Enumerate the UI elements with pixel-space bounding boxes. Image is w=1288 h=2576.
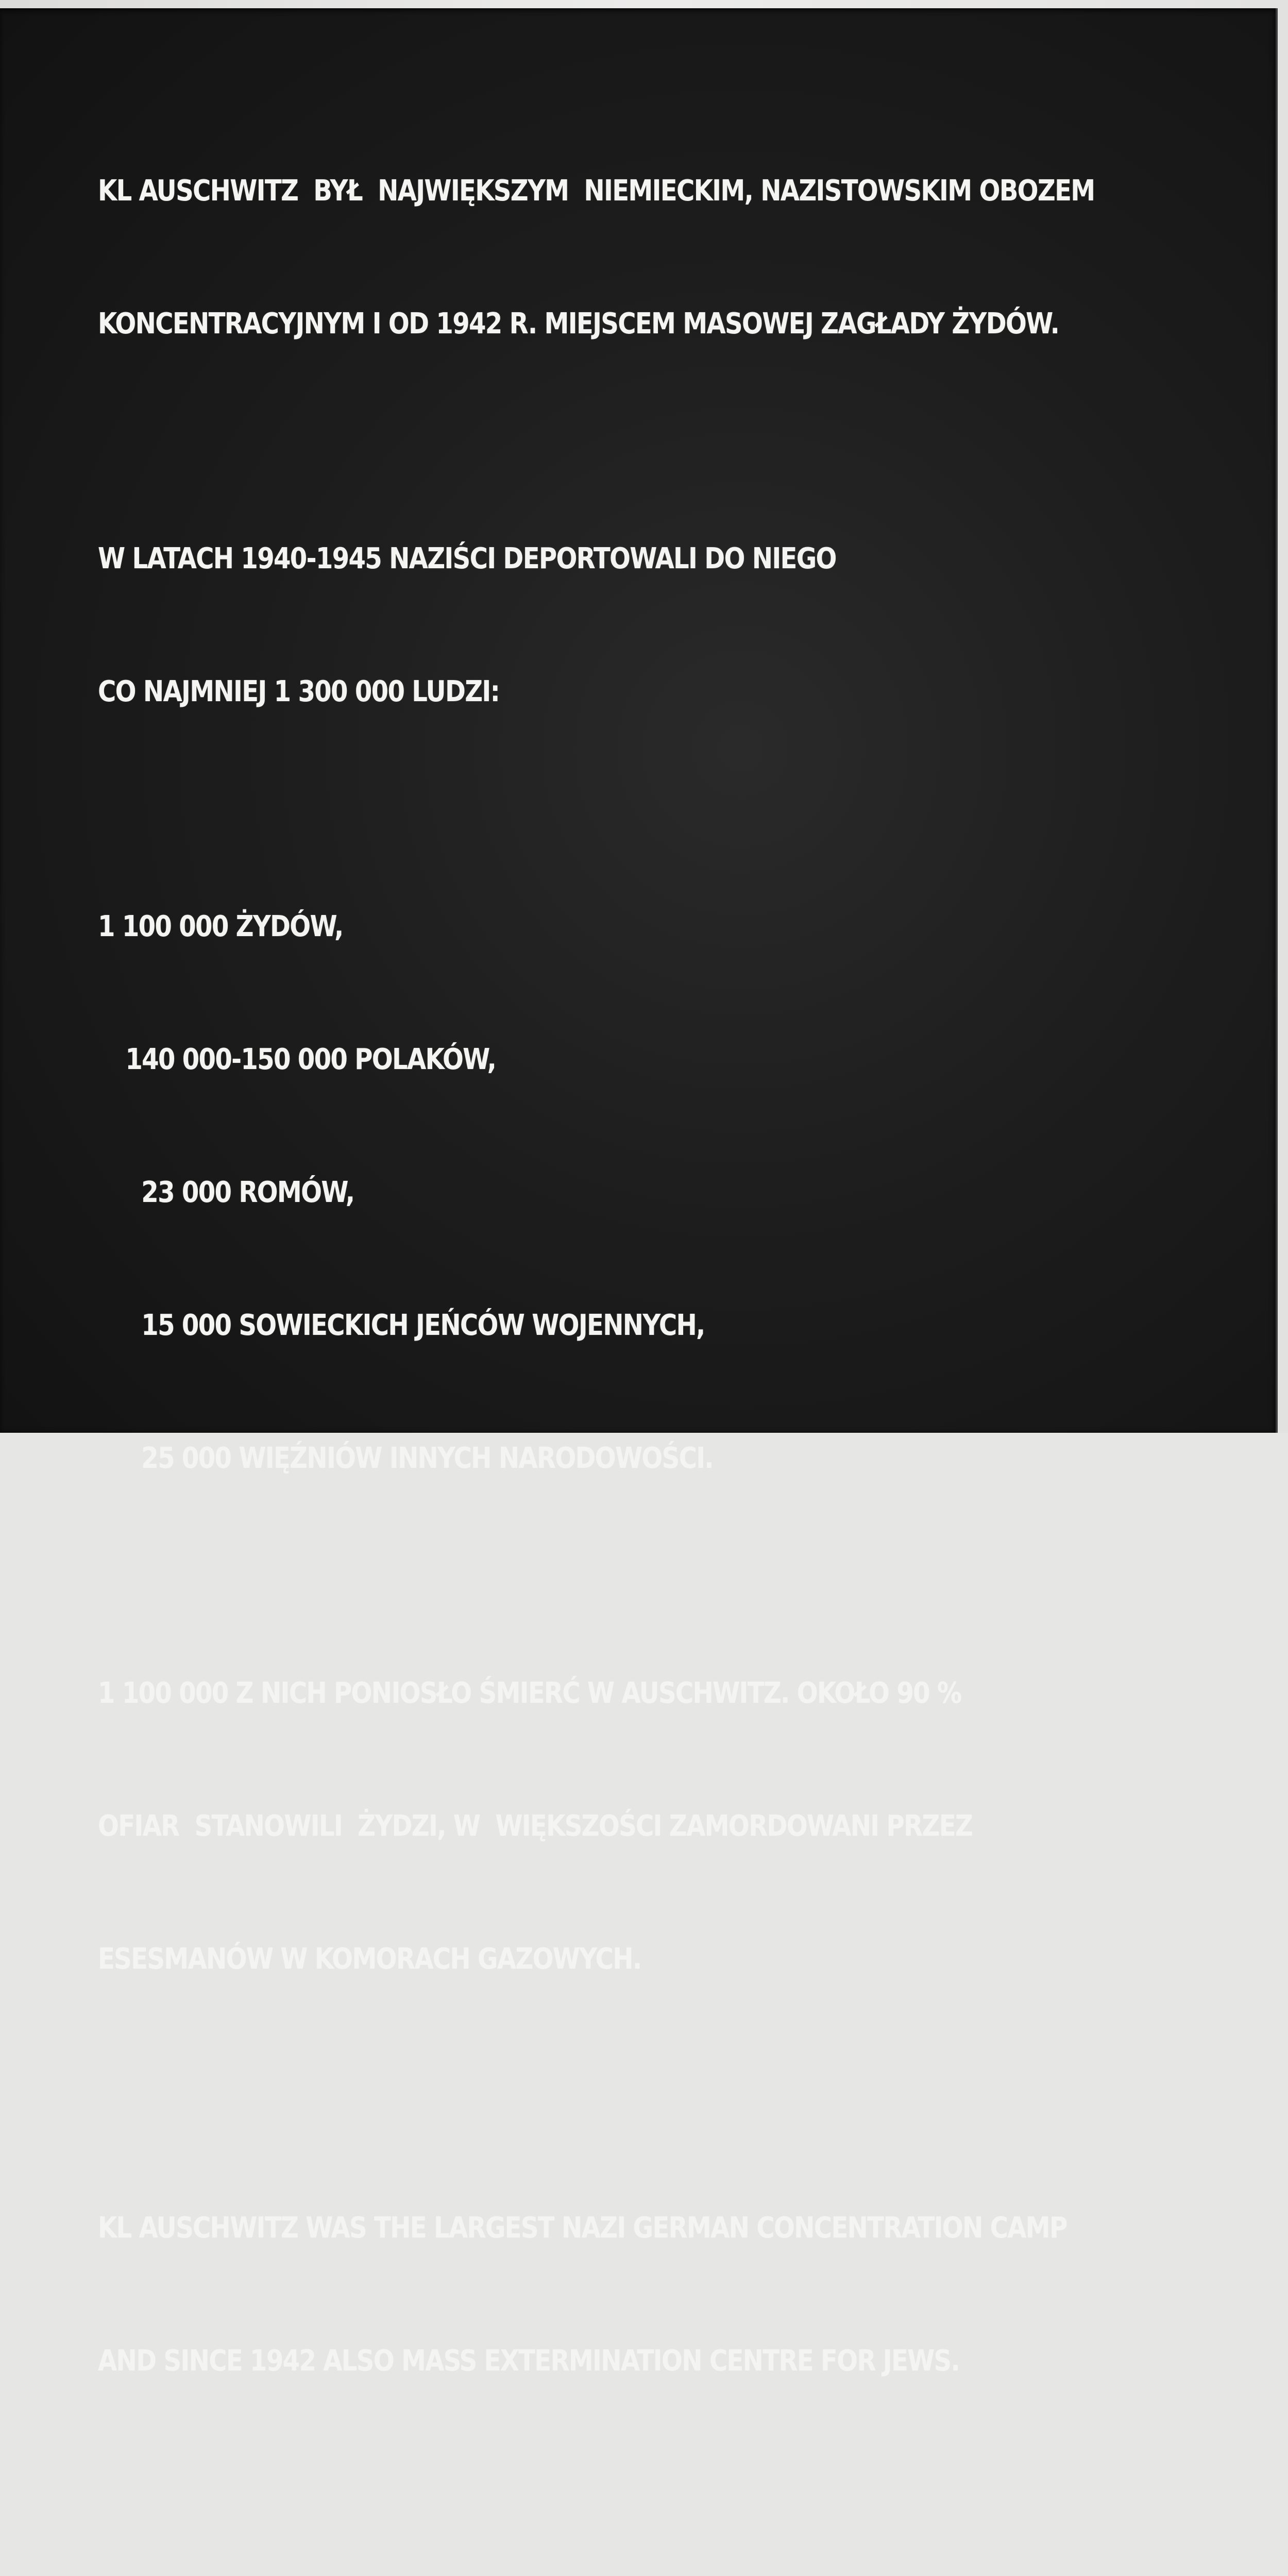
plaque-text [98, 80, 1095, 2576]
polish-intro [98, 80, 1095, 435]
english-deported-line [98, 2574, 1064, 2576]
polish-group-item: 140 000-150 000 POLAKÓW, [125, 1043, 496, 1076]
polish-group-item: 25 000 WIĘŹNIÓW INNYCH NARODOWOŚCI. [141, 1442, 714, 1475]
polish-group-item: 1 100 000 ŻYDÓW, [98, 910, 343, 943]
polish-deported-line: CO NAJMNIEJ 1 300 000 LUDZI: [98, 675, 500, 708]
polish-deaths-line: ESESMANÓW W KOMORACH GAZOWYCH. [98, 1942, 641, 1976]
english-intro-line: KL AUSCHWITZ WAS THE LARGEST NAZI GERMAN CONCENTRATION CAMP [98, 2211, 1067, 2245]
english-intro-line: AND SINCE 1942 ALSO MASS EXTERMINATION CENTRE FOR JEWS. [98, 2344, 960, 2378]
polish-groups [98, 816, 1064, 1569]
english-intro [98, 2117, 1067, 2472]
polish-deported [98, 448, 1064, 803]
polish-intro-line: KL AUSCHWITZ BYŁ NAJWIĘKSZYM NIEMIECKIM, NAZISTOWSKIM OBOZEM [98, 174, 1095, 208]
memorial-plaque [0, 8, 1278, 2378]
polish-intro-line: KONCENTRACYJNYM I OD 1942 R. MIEJSCEM MASOWEJ ZAGŁADY ŻYDÓW. [98, 307, 1059, 341]
polish-deaths [98, 1583, 1064, 2070]
polish-deaths-line: 1 100 000 Z NICH PONIOSŁO ŚMIERĆ W AUSCHWITZ. OKOŁO 90 % [98, 1676, 961, 1710]
plaque-edge [1276, 8, 1278, 1433]
polish-group-item: 23 000 ROMÓW, [141, 1176, 354, 1209]
polish-group-item: 15 000 SOWIECKICH JEŃCÓW WOJENNYCH, [141, 1309, 705, 1342]
polish-deported-line: W LATACH 1940-1945 NAZIŚCI DEPORTOWALI DO NIEGO [98, 542, 836, 575]
english-deported [98, 2485, 1064, 2576]
polish-deaths-line: OFIAR STANOWILI ŻYDZI, W WIĘKSZOŚCI ZAMORDOWANI PRZEZ [98, 1809, 973, 1843]
